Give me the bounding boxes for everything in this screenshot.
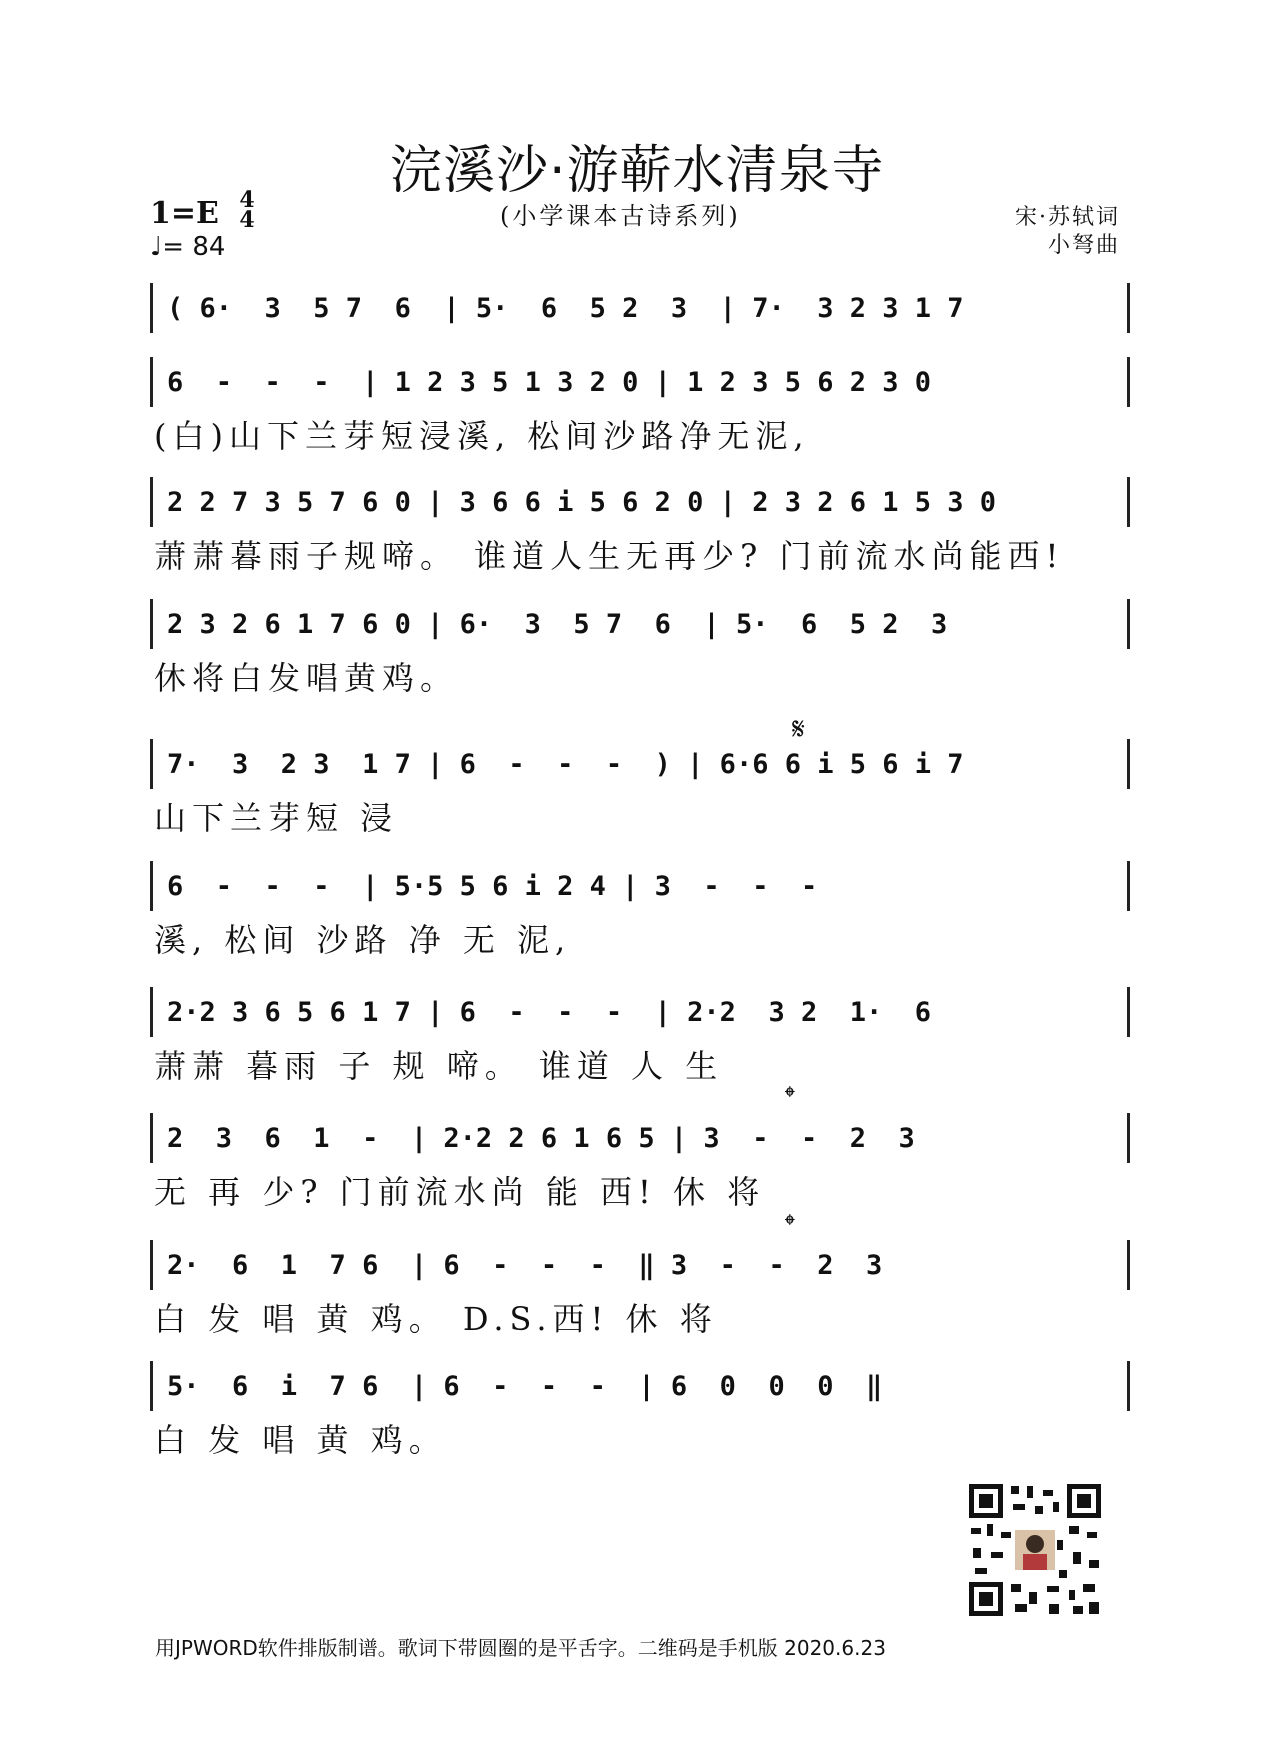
lyrics-row: 溪, 松间 沙路 净 无 泥, bbox=[154, 921, 572, 959]
lyrics-row: 萧萧 暮雨 子 规 啼。 谁道 人 生 bbox=[154, 1047, 724, 1085]
notes-row: 5· 6 i 7 6 | 6 - - - | 6 0 0 0 ‖ bbox=[150, 1361, 1130, 1411]
score-line-2 bbox=[150, 357, 1130, 467]
score-line-7 bbox=[150, 987, 1130, 1097]
segno-sign: 𝄋 bbox=[792, 712, 805, 747]
notes-row: ( 6· 3 5 7 6 | 5· 6 5 2 3 | 7· 3 2 3 1 7 bbox=[150, 283, 1130, 333]
notes-row: 2 2 7 3 5 7 6 0 | 3 6 6 i 5 6 2 0 | 2 3 2 6 1 5 3 0 bbox=[150, 477, 1130, 527]
qr-code-graphic bbox=[965, 1480, 1105, 1620]
score-line-10 bbox=[150, 1361, 1130, 1471]
score-line-3 bbox=[150, 477, 1130, 587]
song-title: 浣溪沙·游蕲水清泉寺 bbox=[390, 141, 885, 201]
score-line-8 bbox=[150, 1113, 1130, 1223]
composer-credit: 小弩曲 bbox=[1047, 233, 1120, 258]
lyricist-credit: 宋·苏轼词 bbox=[1015, 205, 1120, 230]
notes-row: 2· 6 1 7 6 | 6 - - - ‖ 3 - - 2 3 bbox=[150, 1240, 1130, 1290]
notes-row: 6 - - - | 5·5 5 6 i 2 4 | 3 - - - bbox=[150, 861, 1130, 911]
lyrics-row: 萧萧暮雨子规啼。 谁道人生无再少? 门前流水尚能西! bbox=[154, 537, 1065, 575]
lyrics-row: 休将白发唱黄鸡。 bbox=[154, 659, 459, 697]
lyrics-row: 山下兰芽短 浸 bbox=[154, 799, 399, 837]
lyrics-row: 无 再 少? 门前流水尚 能 西! 休 将 bbox=[154, 1173, 766, 1211]
tempo-marking: ♩= 84 bbox=[150, 232, 226, 262]
key-signature: 1=E bbox=[150, 196, 219, 231]
notes-row: 2·2 3 6 5 6 1 7 | 6 - - - | 2·2 3 2 1· 6 bbox=[150, 987, 1130, 1037]
score-line-6 bbox=[150, 861, 1130, 971]
lyrics-row: 白 发 唱 黄 鸡。 bbox=[154, 1421, 447, 1459]
notes-row: 6 - - - | 1 2 3 5 1 3 2 0 | 1 2 3 5 6 2 3 0 bbox=[150, 357, 1130, 407]
coda-sign-2: 𝄌 bbox=[785, 1208, 795, 1241]
song-subtitle: (小学课本古诗系列) bbox=[500, 202, 741, 230]
score-line-4 bbox=[150, 599, 1130, 709]
notes-row: 2 3 2 6 1 7 6 0 | 6· 3 5 7 6 | 5· 6 5 2 3 bbox=[150, 599, 1130, 649]
time-signature-top: 4 bbox=[239, 187, 255, 213]
notes-row: 7· 3 2 3 1 7 | 6 - - - ) | 6·6 6 i 5 6 i 7 bbox=[150, 739, 1130, 789]
coda-sign: 𝄌 bbox=[785, 1080, 795, 1113]
lyrics-row: 白 发 唱 黄 鸡。 D.S.西! 休 将 bbox=[154, 1300, 718, 1338]
footer-note: 用JPWORD软件排版制谱。歌词下带圆圈的是平舌字。二维码是手机版 2020.6.23 bbox=[155, 1636, 886, 1660]
notes-row: 2 3 6 1 - | 2·2 2 6 1 6 5 | 3 - - 2 3 bbox=[150, 1113, 1130, 1163]
lyrics-row: (白)山下兰芽短浸溪, 松间沙路净无泥, bbox=[154, 417, 810, 455]
qr-code-icon bbox=[965, 1480, 1105, 1620]
time-signature-bottom: 4 bbox=[239, 207, 255, 233]
score-line-9 bbox=[150, 1240, 1130, 1350]
time-signature bbox=[236, 187, 258, 233]
score-line-5 bbox=[150, 739, 1130, 849]
